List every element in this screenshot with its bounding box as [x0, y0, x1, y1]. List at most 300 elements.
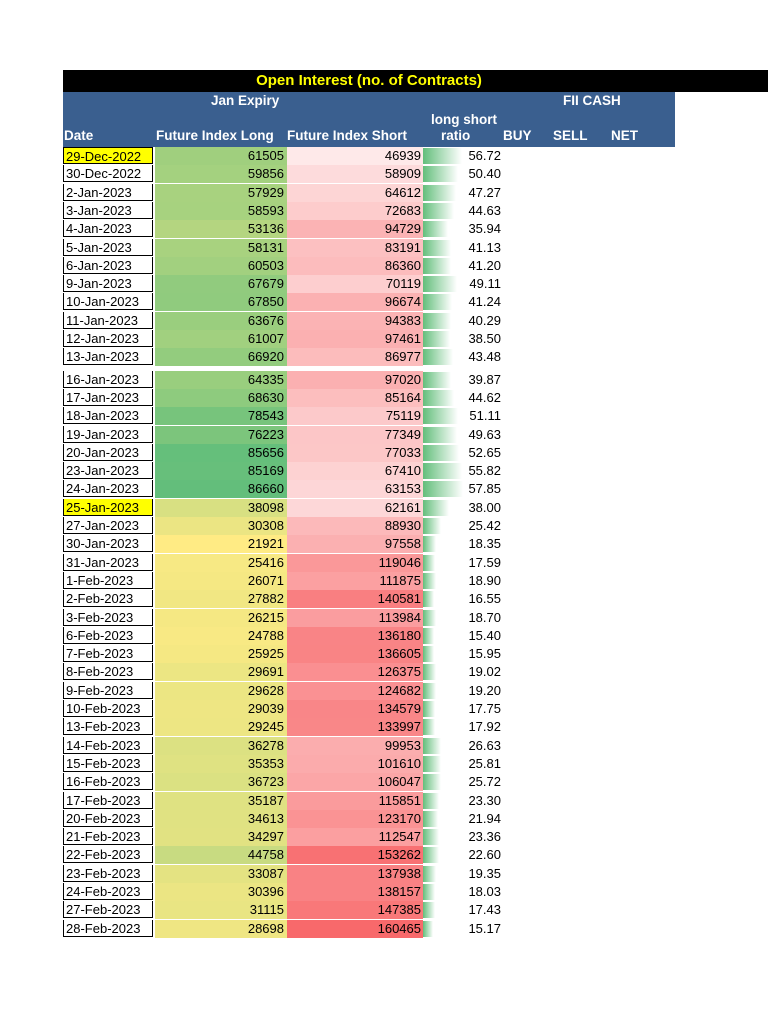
ratio-data-bar — [423, 463, 462, 479]
ratio-value: 38.00 — [468, 499, 501, 515]
ratio-value: 19.20 — [468, 682, 501, 698]
ratio-data-bar — [423, 829, 439, 845]
long-short-ratio-cell[interactable] — [423, 462, 503, 480]
long-short-ratio-cell[interactable] — [423, 792, 503, 810]
future-index-long-cell[interactable]: 29245 — [155, 718, 287, 736]
table-row — [63, 627, 768, 645]
future-index-long-cell[interactable]: 57929 — [155, 184, 287, 202]
ratio-data-bar — [423, 276, 457, 292]
table-row — [63, 810, 768, 828]
date-cell[interactable]: 6-Jan-2023 — [63, 257, 153, 274]
table-row — [63, 371, 768, 389]
ratio-data-bar — [423, 349, 453, 365]
date-cell[interactable]: 1-Feb-2023 — [63, 572, 153, 589]
date-cell[interactable]: 9-Feb-2023 — [63, 682, 153, 699]
ratio-data-bar — [423, 445, 459, 461]
future-index-long-cell[interactable]: 33087 — [155, 865, 287, 883]
ratio-value: 15.40 — [468, 627, 501, 643]
future-index-short-cell[interactable]: 75119 — [287, 407, 423, 425]
future-index-short-cell[interactable]: 123170 — [287, 810, 423, 828]
ratio-value: 43.48 — [468, 349, 501, 365]
ratio-value: 22.60 — [468, 847, 501, 863]
ratio-value: 15.17 — [468, 920, 501, 936]
table-row — [63, 846, 768, 864]
ratio-data-bar — [423, 793, 439, 809]
long-short-ratio-cell[interactable] — [423, 220, 503, 238]
future-index-long-cell[interactable]: 63676 — [155, 312, 287, 330]
table-row — [63, 407, 768, 425]
future-index-short-cell[interactable]: 97461 — [287, 330, 423, 348]
table-row — [63, 554, 768, 572]
ratio-value: 55.82 — [468, 463, 501, 479]
table-row — [63, 330, 768, 348]
ratio-value: 40.29 — [468, 312, 501, 328]
future-index-short-cell[interactable]: 77349 — [287, 426, 423, 444]
ratio-data-bar — [423, 719, 435, 735]
date-cell[interactable]: 29-Dec-2022 — [63, 147, 153, 164]
ratio-data-bar — [423, 884, 435, 900]
ratio-value: 17.92 — [468, 719, 501, 735]
fii-cash-label: FII CASH — [563, 93, 621, 108]
future-index-long-cell[interactable]: 36723 — [155, 773, 287, 791]
date-cell[interactable]: 17-Feb-2023 — [63, 792, 153, 809]
long-short-ratio-cell[interactable] — [423, 700, 503, 718]
ratio-header-line1: long short — [431, 112, 497, 127]
long-short-ratio-cell[interactable] — [423, 147, 503, 165]
ratio-value: 18.90 — [468, 572, 501, 588]
long-short-ratio-cell[interactable] — [423, 810, 503, 828]
future-index-long-cell[interactable]: 34613 — [155, 810, 287, 828]
ratio-data-bar — [423, 811, 438, 827]
date-cell[interactable]: 25-Jan-2023 — [63, 499, 153, 516]
long-short-ratio-cell[interactable] — [423, 590, 503, 608]
ratio-data-bar — [423, 921, 433, 937]
ratio-value: 47.27 — [468, 184, 501, 200]
ratio-value: 51.11 — [469, 408, 501, 424]
date-cell[interactable]: 23-Jan-2023 — [63, 462, 153, 479]
future-index-short-cell[interactable]: 58909 — [287, 165, 423, 183]
ratio-data-bar — [423, 240, 451, 256]
future-index-short-cell[interactable]: 137938 — [287, 865, 423, 883]
table-row — [63, 462, 768, 480]
long-short-ratio-cell[interactable] — [423, 426, 503, 444]
date-cell[interactable]: 14-Feb-2023 — [63, 737, 153, 754]
ratio-header-line2: ratio — [441, 128, 471, 143]
ratio-data-bar — [423, 683, 436, 699]
date-cell[interactable]: 16-Jan-2023 — [63, 371, 153, 388]
future-index-long-cell[interactable]: 35187 — [155, 792, 287, 810]
table-row — [63, 535, 768, 553]
ratio-data-bar — [423, 518, 441, 534]
long-short-ratio-cell[interactable] — [423, 627, 503, 645]
ratio-value: 18.70 — [468, 609, 501, 625]
future-index-long-cell[interactable]: 58131 — [155, 239, 287, 257]
long-short-ratio-cell[interactable] — [423, 444, 503, 462]
table-row — [63, 828, 768, 846]
ratio-value: 17.59 — [468, 554, 501, 570]
future-index-long-cell[interactable]: 61007 — [155, 330, 287, 348]
sheet-title: Open Interest (no. of Contracts) — [256, 72, 482, 89]
ratio-data-bar — [423, 664, 436, 680]
ratio-data-bar — [423, 408, 458, 424]
future-index-long-cell[interactable]: 21921 — [155, 535, 287, 553]
date-cell[interactable]: 10-Jan-2023 — [63, 293, 153, 310]
future-index-long-cell[interactable]: 67850 — [155, 293, 287, 311]
ratio-data-bar — [423, 774, 441, 790]
date-cell[interactable]: 18-Jan-2023 — [63, 407, 153, 424]
long-short-ratio-cell[interactable] — [423, 184, 503, 202]
future-index-long-cell[interactable]: 36278 — [155, 737, 287, 755]
date-cell[interactable]: 31-Jan-2023 — [63, 554, 153, 571]
ratio-data-bar — [423, 591, 434, 607]
ratio-data-bar — [423, 756, 441, 772]
future-index-short-cell[interactable]: 124682 — [287, 682, 423, 700]
date-cell[interactable]: 13-Jan-2023 — [63, 348, 153, 365]
date-cell[interactable]: 19-Jan-2023 — [63, 426, 153, 443]
ratio-data-bar — [423, 866, 436, 882]
table-row — [63, 220, 768, 238]
table-row — [63, 202, 768, 220]
ratio-data-bar — [423, 646, 434, 662]
future-index-short-cell[interactable]: 99953 — [287, 737, 423, 755]
date-cell[interactable]: 24-Feb-2023 — [63, 883, 153, 900]
future-index-short-cell[interactable]: 134579 — [287, 700, 423, 718]
long-short-ratio-cell[interactable] — [423, 645, 503, 663]
long-short-ratio-cell[interactable] — [423, 535, 503, 553]
ratio-value: 17.75 — [468, 701, 501, 716]
ratio-data-bar — [423, 258, 451, 274]
date-cell[interactable]: 27-Jan-2023 — [63, 517, 153, 534]
future-index-short-cell[interactable]: 133997 — [287, 718, 423, 736]
date-cell[interactable]: 6-Feb-2023 — [63, 627, 153, 644]
date-cell[interactable]: 7-Feb-2023 — [63, 645, 153, 662]
long-short-ratio-cell[interactable] — [423, 407, 503, 425]
date-cell[interactable]: 2-Feb-2023 — [63, 590, 153, 607]
long-short-ratio-cell[interactable] — [423, 312, 503, 330]
future-index-long-cell[interactable]: 66920 — [155, 348, 287, 366]
ratio-data-bar — [423, 481, 463, 497]
ratio-value: 49.63 — [468, 426, 501, 442]
future-index-short-cell[interactable]: 94383 — [287, 312, 423, 330]
ratio-data-bar — [423, 536, 436, 552]
future-index-short-cell[interactable]: 67410 — [287, 462, 423, 480]
ratio-value: 52.65 — [468, 444, 501, 460]
table-row — [63, 293, 768, 311]
long-short-ratio-cell[interactable] — [423, 389, 503, 407]
long-short-ratio-cell[interactable] — [423, 755, 503, 773]
table-row — [63, 792, 768, 810]
long-short-ratio-cell[interactable] — [423, 901, 503, 919]
future-index-long-cell[interactable]: 85656 — [155, 444, 287, 462]
future-index-long-cell[interactable]: 26215 — [155, 609, 287, 627]
long-short-ratio-cell[interactable] — [423, 828, 503, 846]
ratio-value: 49.11 — [469, 276, 501, 292]
table-row — [63, 444, 768, 462]
date-cell[interactable]: 8-Feb-2023 — [63, 663, 153, 680]
future-index-long-cell[interactable]: 58593 — [155, 202, 287, 220]
ratio-value: 17.43 — [468, 902, 501, 918]
future-index-short-cell[interactable]: 97558 — [287, 535, 423, 553]
future-index-long-cell[interactable]: 30396 — [155, 883, 287, 901]
long-short-ratio-cell[interactable] — [423, 920, 503, 938]
long-short-ratio-cell[interactable] — [423, 663, 503, 681]
date-cell[interactable]: 16-Feb-2023 — [63, 773, 153, 790]
long-short-ratio-cell[interactable] — [423, 682, 503, 700]
future-index-long-cell[interactable]: 38098 — [155, 499, 287, 517]
future-index-long-cell[interactable]: 86660 — [155, 480, 287, 498]
jan-expiry-label: Jan Expiry — [211, 93, 280, 108]
long-short-ratio-cell[interactable] — [423, 499, 503, 517]
ratio-data-bar — [423, 203, 454, 219]
date-cell[interactable]: 28-Feb-2023 — [63, 920, 153, 937]
table-row — [63, 184, 768, 202]
future-index-long-cell[interactable]: 28698 — [155, 920, 287, 938]
future-index-long-cell[interactable]: 26071 — [155, 572, 287, 590]
date-cell[interactable]: 9-Jan-2023 — [63, 275, 153, 292]
long-short-ratio-cell[interactable] — [423, 883, 503, 901]
long-short-ratio-cell[interactable] — [423, 846, 503, 864]
ratio-data-bar — [423, 610, 436, 626]
ratio-value: 16.55 — [468, 591, 501, 607]
future-index-short-cell[interactable]: 62161 — [287, 499, 423, 517]
long-short-ratio-cell[interactable] — [423, 554, 503, 572]
long-short-ratio-cell[interactable] — [423, 718, 503, 736]
future-index-short-cell[interactable]: 160465 — [287, 920, 423, 938]
ratio-data-bar — [423, 500, 449, 516]
date-cell[interactable]: 3-Jan-2023 — [63, 202, 153, 219]
long-short-ratio-cell[interactable] — [423, 239, 503, 257]
ratio-value: 15.95 — [468, 646, 501, 662]
long-short-ratio-cell[interactable] — [423, 609, 503, 627]
future-index-short-cell[interactable]: 70119 — [287, 275, 423, 293]
date-cell[interactable]: 20-Feb-2023 — [63, 810, 153, 827]
date-cell[interactable]: 12-Jan-2023 — [63, 330, 153, 347]
future-index-short-cell[interactable]: 106047 — [287, 773, 423, 791]
table-row — [63, 773, 768, 791]
future-index-short-cell[interactable]: 112547 — [287, 828, 423, 846]
ratio-value: 35.94 — [468, 221, 501, 237]
future-index-short-cell[interactable]: 111875 — [287, 572, 423, 590]
future-index-short-cell[interactable]: 86977 — [287, 348, 423, 366]
future-index-short-cell[interactable]: 140581 — [287, 590, 423, 608]
future-index-short-cell[interactable]: 113984 — [287, 609, 423, 627]
table-row — [63, 239, 768, 257]
ratio-value: 56.72 — [468, 148, 501, 163]
ratio-value: 41.20 — [468, 257, 501, 273]
ratio-data-bar — [423, 902, 435, 918]
table-row — [63, 865, 768, 883]
table-row — [63, 901, 768, 919]
future-index-short-cell[interactable]: 115851 — [287, 792, 423, 810]
future-index-long-cell[interactable]: 27882 — [155, 590, 287, 608]
future-index-short-cell[interactable]: 96674 — [287, 293, 423, 311]
future-index-long-cell[interactable]: 31115 — [155, 901, 287, 919]
future-index-long-cell[interactable]: 34297 — [155, 828, 287, 846]
future-index-long-cell[interactable]: 29691 — [155, 663, 287, 681]
future-index-short-cell[interactable]: 138157 — [287, 883, 423, 901]
ratio-value: 23.30 — [468, 792, 501, 808]
future-index-long-cell[interactable]: 59856 — [155, 165, 287, 183]
future-index-short-cell[interactable]: 126375 — [287, 663, 423, 681]
future-index-short-cell[interactable]: 86360 — [287, 257, 423, 275]
long-short-ratio-cell[interactable] — [423, 257, 503, 275]
future-index-short-cell[interactable]: 136180 — [287, 627, 423, 645]
long-short-ratio-cell[interactable] — [423, 202, 503, 220]
buy-header: BUY — [503, 128, 532, 143]
date-cell[interactable]: 21-Feb-2023 — [63, 828, 153, 845]
date-cell[interactable]: 5-Jan-2023 — [63, 239, 153, 256]
ratio-value: 25.72 — [468, 774, 501, 790]
ratio-data-bar — [423, 313, 451, 329]
ratio-value: 25.81 — [468, 755, 501, 771]
ratio-value: 57.85 — [468, 481, 501, 497]
long-short-ratio-cell[interactable] — [423, 480, 503, 498]
future-index-short-cell[interactable]: 83191 — [287, 239, 423, 257]
future-index-short-cell[interactable]: 94729 — [287, 220, 423, 238]
date-cell[interactable]: 11-Jan-2023 — [63, 312, 153, 329]
future-index-short-cell[interactable]: 88930 — [287, 517, 423, 535]
future-index-short-cell[interactable]: 147385 — [287, 901, 423, 919]
long-short-ratio-cell[interactable] — [423, 371, 503, 389]
future-index-long-cell[interactable]: 68630 — [155, 389, 287, 407]
future-index-long-cell[interactable]: 44758 — [155, 846, 287, 864]
future-index-long-cell[interactable]: 29039 — [155, 700, 287, 718]
ratio-value: 19.35 — [468, 865, 501, 881]
table-row — [63, 348, 768, 366]
ratio-data-bar — [423, 573, 436, 589]
table-row — [63, 755, 768, 773]
future-index-long-cell[interactable]: 35353 — [155, 755, 287, 773]
date-cell[interactable]: 10-Feb-2023 — [63, 700, 153, 717]
future-index-long-cell[interactable]: 85169 — [155, 462, 287, 480]
future-index-short-cell[interactable]: 85164 — [287, 389, 423, 407]
long-short-ratio-cell[interactable] — [423, 330, 503, 348]
table-row — [63, 572, 768, 590]
future-index-short-cell[interactable]: 153262 — [287, 846, 423, 864]
future-index-long-cell[interactable]: 24788 — [155, 627, 287, 645]
table-row — [63, 609, 768, 627]
ratio-data-bar — [423, 166, 458, 182]
ratio-data-bar — [423, 294, 452, 310]
long-short-ratio-cell[interactable] — [423, 293, 503, 311]
table-row — [63, 312, 768, 330]
ratio-data-bar — [423, 185, 456, 201]
ratio-data-bar — [423, 847, 439, 863]
ratio-value: 41.24 — [468, 294, 501, 310]
table-row — [63, 517, 768, 535]
ratio-data-bar — [423, 331, 450, 347]
future-index-long-cell[interactable]: 60503 — [155, 257, 287, 275]
future-index-long-cell[interactable]: 78543 — [155, 407, 287, 425]
table-row — [63, 883, 768, 901]
future-index-long-cell[interactable]: 25925 — [155, 645, 287, 663]
ratio-value: 26.63 — [468, 737, 501, 753]
table-row — [63, 499, 768, 517]
future-index-long-cell[interactable]: 76223 — [155, 426, 287, 444]
long-short-ratio-cell[interactable] — [423, 865, 503, 883]
date-header: Date — [64, 128, 94, 143]
date-cell[interactable]: 24-Jan-2023 — [63, 480, 153, 497]
date-cell[interactable]: 4-Jan-2023 — [63, 220, 153, 237]
date-cell[interactable]: 20-Jan-2023 — [63, 444, 153, 461]
long-short-ratio-cell[interactable] — [423, 517, 503, 535]
ratio-data-bar — [423, 555, 435, 571]
future-index-long-cell[interactable]: 64335 — [155, 371, 287, 389]
future-index-long-cell[interactable]: 67679 — [155, 275, 287, 293]
date-cell[interactable]: 27-Feb-2023 — [63, 901, 153, 918]
ratio-value: 25.42 — [468, 518, 501, 533]
date-cell[interactable]: 22-Feb-2023 — [63, 846, 153, 863]
table-row — [63, 663, 768, 681]
date-cell[interactable]: 17-Jan-2023 — [63, 389, 153, 406]
ratio-value: 23.36 — [468, 829, 501, 845]
date-cell[interactable]: 30-Jan-2023 — [63, 535, 153, 552]
future-index-short-cell[interactable]: 119046 — [287, 554, 423, 572]
table-row — [63, 920, 768, 938]
table-row — [63, 389, 768, 407]
title-bar — [63, 70, 768, 92]
date-cell[interactable]: 13-Feb-2023 — [63, 718, 153, 735]
future-index-short-cell[interactable]: 101610 — [287, 755, 423, 773]
sell-header: SELL — [553, 128, 588, 143]
net-header: NET — [611, 128, 638, 143]
future-index-short-cell[interactable]: 64612 — [287, 184, 423, 202]
long-short-ratio-cell[interactable] — [423, 348, 503, 366]
table-row — [63, 147, 768, 165]
table-row — [63, 257, 768, 275]
future-index-long-cell[interactable]: 53136 — [155, 220, 287, 238]
long-short-ratio-cell[interactable] — [423, 737, 503, 755]
ratio-value: 19.02 — [468, 664, 501, 680]
future-index-short-cell[interactable]: 63153 — [287, 480, 423, 498]
date-cell[interactable]: 3-Feb-2023 — [63, 609, 153, 626]
future-index-long-cell[interactable]: 25416 — [155, 554, 287, 572]
ratio-data-bar — [423, 738, 441, 754]
future-index-short-cell[interactable]: 97020 — [287, 371, 423, 389]
long-short-ratio-cell[interactable] — [423, 773, 503, 791]
future-index-short-cell[interactable]: 46939 — [287, 147, 423, 165]
future-index-short-cell[interactable]: 72683 — [287, 202, 423, 220]
long-short-ratio-cell[interactable] — [423, 275, 503, 293]
table-row — [63, 645, 768, 663]
table-row — [63, 737, 768, 755]
long-short-ratio-cell[interactable] — [423, 572, 503, 590]
future-index-short-cell[interactable]: 136605 — [287, 645, 423, 663]
ratio-value: 38.50 — [468, 331, 501, 346]
date-cell[interactable]: 15-Feb-2023 — [63, 755, 153, 772]
future-index-long-cell[interactable]: 29628 — [155, 682, 287, 700]
ratio-value: 44.63 — [468, 202, 501, 218]
future-index-long-cell[interactable]: 30308 — [155, 517, 287, 535]
ratio-value: 44.62 — [468, 389, 501, 405]
date-cell[interactable]: 30-Dec-2022 — [63, 165, 153, 182]
future-index-long-cell[interactable]: 61505 — [155, 147, 287, 165]
ratio-data-bar — [423, 628, 434, 644]
ratio-value: 18.35 — [468, 536, 501, 552]
date-cell[interactable]: 2-Jan-2023 — [63, 184, 153, 201]
table-row — [63, 718, 768, 736]
future-index-short-header: Future Index Short — [287, 128, 408, 143]
table-row — [63, 700, 768, 718]
table-row — [63, 426, 768, 444]
long-short-ratio-cell[interactable] — [423, 165, 503, 183]
future-index-short-cell[interactable]: 77033 — [287, 444, 423, 462]
date-cell[interactable]: 23-Feb-2023 — [63, 865, 153, 882]
ratio-value: 18.03 — [468, 884, 501, 899]
table-row — [63, 590, 768, 608]
ratio-data-bar — [423, 427, 457, 443]
ratio-value: 50.40 — [468, 166, 501, 182]
